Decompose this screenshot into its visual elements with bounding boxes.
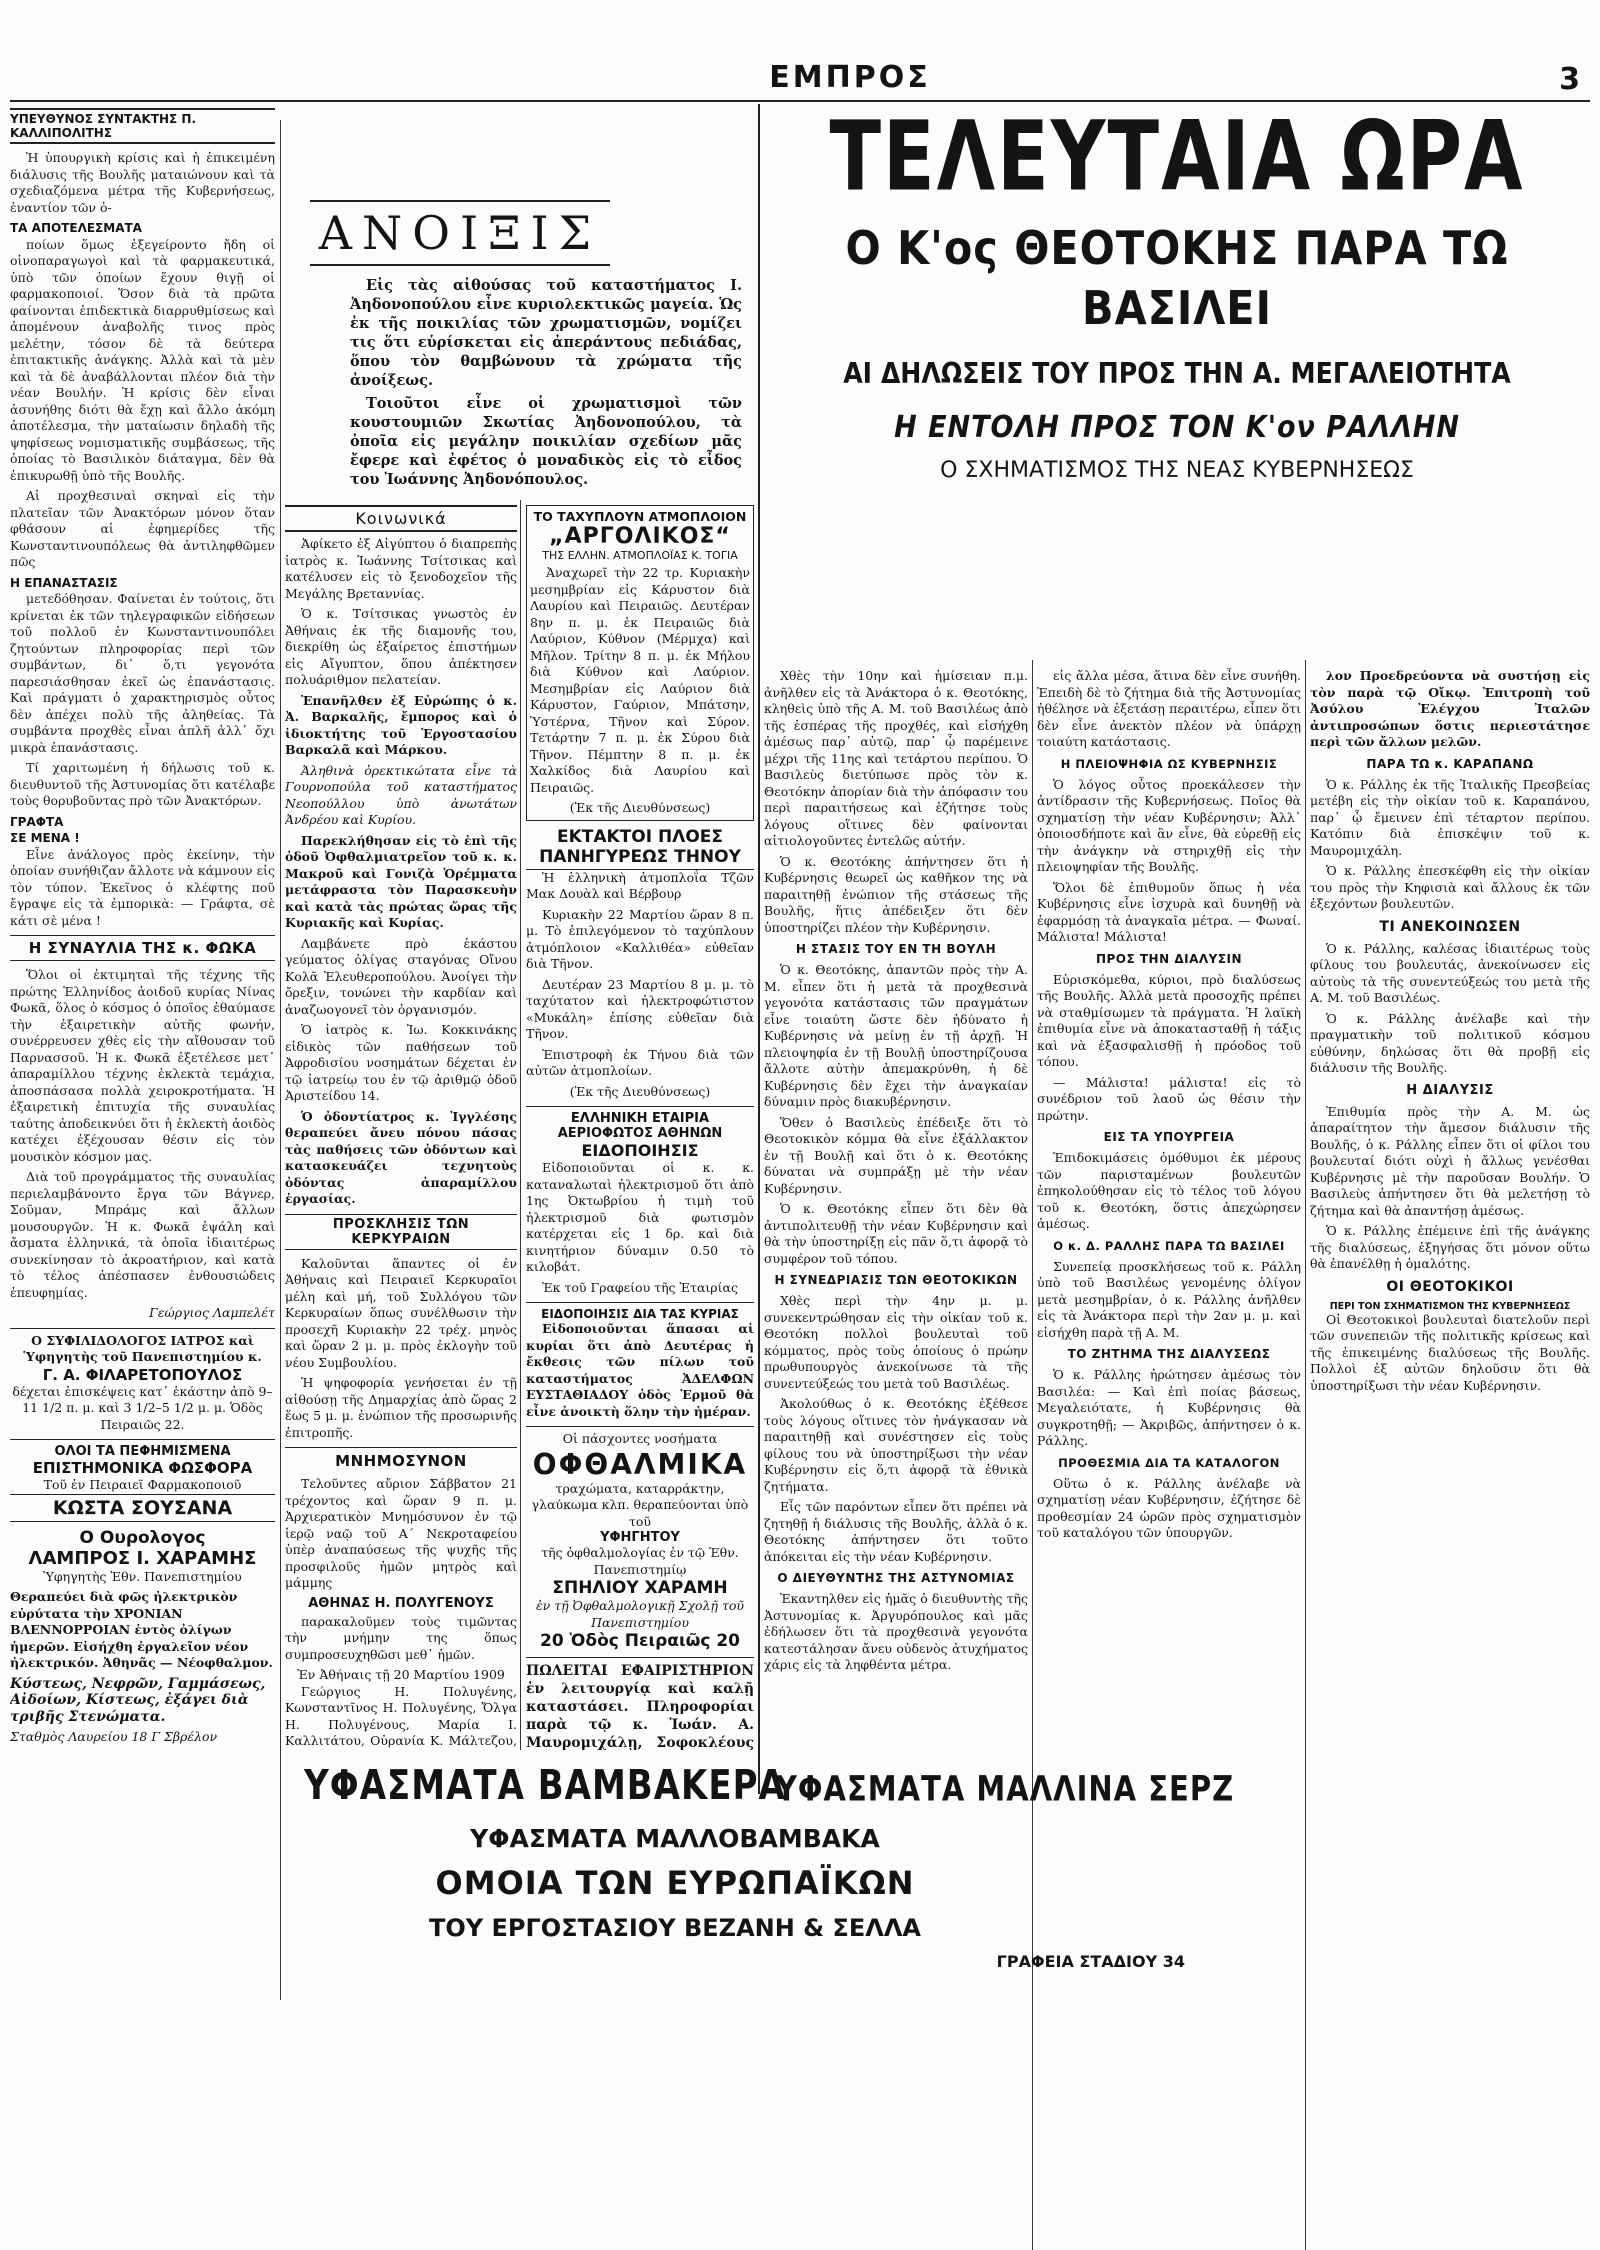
article-paragraph: Εἷς τῶν παρόντων εἶπεν ὅτι πρέπει νὰ ζητηθῇ ἡ διάλυσις τῆς Βουλῆς, ἀλλὰ ὁ κ. Θεοτόκης ἀπήντησεν ὅτι τοῦτο ἀπόκειται εἰς τὴν νέαν Κυβέρνησιν. <box>764 1499 1028 1564</box>
column-divider <box>280 120 281 2000</box>
article-paragraph: Οὕτω ὁ κ. Ράλλης ἀνέλαβε νὰ σχηματίσῃ νέαν Κυβέρνησιν, ἐζήτησε δὲ προθεσμίαν 24 ὡρῶν πρὸς σχηματισμὸν τοῦ καταλόγου τῶν ὑπουργῶν. <box>1037 1475 1301 1540</box>
ad-paragraph: Ἐπιστροφὴ ἐκ Τήνου διὰ τῶν αὐτῶν ἀτμοπλοίων. <box>526 1046 754 1078</box>
ad-text: Τοῦ ἐν Πειραιεῖ Φαρμακοποιοῦ <box>43 1477 242 1492</box>
column-4c <box>1310 668 1590 2248</box>
article-paragraph: Ἀκολούθως ὁ κ. Θεοτόκης ἐξέθεσε τοὺς λόγους οἵτινες τὸν ἠνάγκασαν νὰ παραιτηθῇ καὶ συνέστησεν εἰς τοὺς φίλους του νὰ ὑποστηρίξωσι τὴν νέαν Κυβέρνησιν εἰς ὅ,τι ἀφορᾷ τὰ ἐθνικὰ ζητήματα. <box>764 1396 1028 1494</box>
subheadline: Ο ΣΧΗΜΑΤΙΣΜΟΣ ΤΗΣ ΝΕΑΣ ΚΥΒΕΡΝΗΣΕΩΣ <box>940 458 1414 483</box>
article-paragraph: ποίων ὅμως ἐξεγείροντο ἤδη οἱ οἰνοπαραγωγοὶ καὶ τὰ φαρμακευτικά, ὑπὸ τῶν ὁποίων ἔχουν θιγῇ οἱ φαρμακοποιοί. Ὅσον διὰ τὰ πρῶτα φαίνονται ἐπιδεκτικὰ διαρρυθμίσεως καὶ ἀπομένουν ἀναβολῆς τινος πρὸς μελέτην, τόσον δὲ τὰ δεύτερα ἐπιτακτικῆς ἀνάγκης. Ἀλλὰ καὶ τὰ μὲν καὶ τὰ δὲ ἀναβάλλονται πλέον διὰ τὴν νέαν Βουλήν. Ἡ κρίσις δὲν εἶναι ἀσυνήθης διότι θὰ ἔχῃ καὶ ἄλλο ἀκόμη ἀποτέλεσμα, τὴν ματαίωσιν δηλαδὴ τῆς ψηφίσεως νομισματικῆς συμβάσεως, τῆς ὁποίας τὸ Βασιλικὸν διάταγμα, δὲν θὰ ἐπικυρωθῇ ὑπὸ τῆς Βουλῆς. <box>10 236 275 483</box>
headline: Ο Κ'ος ΘΕΟΤΟΚΗΣ ΠΑΡΑ ΤΩ ΒΑΣΙΛΕΙ <box>845 221 1509 335</box>
ad-paragraph: Τοιοῦτοι εἶνε οἱ χρωματισμοὶ τῶν κουστουμιῶν Σκωτίας Ἀηδονοπούλου, τὰ ὁποῖα εἰς μεγάλην ποικιλίαν σχεδίων μᾶς ἔφερε καὶ ἐφέτος ὁ μοναδικὸς εἰς τὸ εἶδος του Ἰωάννης Ἀηδονόπουλος. <box>350 395 742 488</box>
article-paragraph: Ὅλοι δὲ ἐπιθυμοῦν ὅπως ἡ νέα Κυβέρνησις εἶνε ἰσχυρὰ καὶ δυνηθῇ νὰ ἐφαρμόσῃ τὰ ἀναγκαῖα μέτρα. — Φωναί. Μάλιστα! Μάλιστα! <box>1037 879 1301 944</box>
article-paragraph: Αἱ προχθεσιναὶ σκηναὶ εἰς τὴν πλατεῖαν τῶν Ἀνακτόρων μόνον ὅταν φθάσουν αἱ ἐφημερίδες τῆς Κωνσταντινουπόλεως θὰ ἀντιληφθῶμεν πῶς <box>10 488 275 569</box>
ad-text: Θεραπεύει διὰ φῶς ἠλεκτρικὸν εὐρύτατα τὴν ΧΡΟΝΙΑΝ ΒΛΕΝΝΟΡΡΟΙΑΝ ἐντὸς ὀλίγων ἡμερῶν. Εἰσήχθη ἐργαλεῖον νέον ἠλεκτρικόν. Ἀθηνᾶς — Νέοφθαλμον. <box>10 1589 273 1670</box>
article-paragraph: εἰς ἄλλα μέσα, ἅτινα δὲν εἶνε συνήθη. Ἐπειδὴ δὲ τὸ ζήτημα διὰ τῆς Ἀστυνομίας ἠθέλησε νὰ ἐξετάσῃ περαιτέρω, εἶπεν ὅτι δὲν εἶνε ἀνεκτὸν πλέον νὰ ὑπάρχῃ τοιαύτη κατάστασις. <box>1037 668 1301 749</box>
section-subtitle: ΠΕΡΙ ΤΟΝ ΣΧΗΜΑΤΙΣΜΟΝ ΤΗΣ ΚΥΒΕΡΝΗΣΕΩΣ <box>1329 1300 1571 1312</box>
ad-address: 20 Ὁδὸς Πειραιῶς 20 <box>539 1631 740 1651</box>
ad-paragraph: Εἰς τὰς αἰθούσας τοῦ καταστήματος Ι. Ἀηδονοπούλου εἶνε κυριολεκτικῶς μαγεία. Ὡς ἐκ τῆς ποικιλίας τῶν χρωματισμῶν, νομίζει τις ὅτι εὑρίσκεται εἰς ἀπεράντους πεδιάδας, ὅπου τὸν θαμβώνουν τὰ χρώματα τῆς ἀνοίξεως. <box>350 277 742 389</box>
ad-text: Ὑφηγητὴς Ἐθν. Πανεπιστημίου <box>43 1568 242 1584</box>
ad-paragraph: ΠΩΛΕΙΤΑΙ ΕΦΑΙΡΙΣΤΗΡΙΟΝ ἐν λειτουργίᾳ καὶ καλῇ καταστάσει. Πληροφορίαι παρὰ τῷ κ. Ἰωάν. Α. Μαυρομιχάλῃ, Σοφοκλέους <box>526 1663 754 1750</box>
article-paragraph: Ἡ ὑπουργικὴ κρίσις καὶ ἡ ἐπικειμένη διάλυσις τῆς Βουλῆς ματαιώνουν καὶ τὰ σχεδιαζόμενα μέτρα τῆς Κυβερνήσεως, ἐναντίον τῶν ὁ- <box>10 150 275 215</box>
section-title: Κοινωνικά <box>285 505 517 532</box>
ad-text: τῆς ὀφθαλμολογίας ἐν τῷ Ἐθν. Πανεπιστημίῳ <box>541 1545 739 1577</box>
ad-note: (Ἐκ τῆς Διευθύνσεως) <box>569 800 711 815</box>
obituary-date: Ἐν Ἀθήναις τῇ 20 Μαρτίου 1909 <box>297 1667 505 1682</box>
article-paragraph: Ἀφίκετο ἐξ Αἰγύπτου ὁ διαπρεπὴς ἰατρὸς κ. Ἰωάννης Τσίτσικας καὶ κατέλυσεν εἰς τὸ ξενοδοχεῖον τῆς Μεγάλης Βρεταννίας. <box>285 536 517 601</box>
article-paragraph: Ἐπανῆλθεν ἐξ Εὐρώπης ὁ κ. Ἀ. Βαρκαλῆς, ἔμπορος καὶ ὁ ἰδιοκτήτης τοῦ Ἐργοστασίου Βαρκαλᾶ καὶ Μάρκου. <box>285 692 517 757</box>
article-paragraph: Ὁ κ. Ράλλης, καλέσας ἰδιαιτέρως τοὺς φίλους του βουλευτάς, ἀνεκοίνωσεν εἰς αὐτοὺς τὰ τῆς συνεντεύξεώς του μετὰ τῆς Α. Μ. τοῦ Βασιλέως. <box>1310 940 1590 1005</box>
article-paragraph: Διὰ τοῦ προγράμματος τῆς συναυλίας περιελαμβάνοντο ἔργα τῶν Βάγνερ, Σοῦμαν, Μπράμς καὶ ἄλλων μουσουργῶν. Ἡ κ. Φωκᾶ ἐψάλη καὶ ἄσματα ἑλληνικά, τὰ ὁποῖα ἰδιαιτέρως συνεκίνησαν τὸ ἀκροατήριον, καὶ κατὰ τὸ τέλος ἀπέσπασεν ἐνθουσιώδεις ἐπευφημίας. <box>10 1169 275 1300</box>
ad-text: δέχεται ἐπισκέψεις κατ᾽ ἑκάστην ἀπὸ 9–11 1/2 π. μ. καὶ 3 1/2–5 1/2 μ. μ. Ὁδὸς Πειραιῶς 22. <box>12 1383 273 1432</box>
article-paragraph: Καλοῦνται ἅπαντες οἱ ἐν Ἀθήναις καὶ Πειραιεῖ Κερκυραῖοι μέλη καὶ μή, τοῦ Συλλόγου τῶν Κερκυραίων ὅπως συνέλθωσιν τὴν προσεχῆ Κυριακὴν 22 τρέχ. μηνὸς καὶ ὥραν 2 μ. μ. πρὸς ἐκλογὴν τοῦ νέου Συμβουλίου. <box>285 1255 517 1370</box>
section-title: ΠΑΡΑ ΤΩ κ. ΚΑΡΑΠΑΝΩ <box>1366 756 1534 771</box>
ad-line: ΟΜΟΙΑ ΤΩΝ ΕΥΡΩΠΑΪΚΩΝ <box>435 1864 915 1902</box>
ophthalmology-ad <box>526 1426 754 1651</box>
ad-text: ἐν τῇ Ὀφθαλμολογικῇ Σχολῇ τοῦ Πανεπιστημίου <box>535 1598 745 1630</box>
subheadline: ΑΙ ΔΗΛΩΣΕΙΣ ΤΟΥ ΠΡΟΣ ΤΗΝ Α. ΜΕΓΑΛΕΙΟΤΗΤΑ <box>843 357 1511 390</box>
ad-subtitle: ΤΗΣ ΕΛΛΗΝ. ΑΤΜΟΠΛΟΪΑΣ Κ. ΤΟΓΙΑ <box>542 549 738 562</box>
article-paragraph: Χθὲς τὴν 10ην καὶ ἡμίσειαν π.μ. ἀνῆλθεν εἰς τὰ Ἀνάκτορα ὁ κ. Θεοτόκης, κληθεὶς ὑπὸ τῆς Α. Μ. τοῦ Βασιλέως ἀπὸ τῆς ἑσπέρας τῆς προχθές, καὶ εἰσήχθη ἀμέσως παρ᾽ αὐτῷ, παρ᾽ ᾧ παρέμεινε μέχρι τῆς 11ης καὶ τετάρτου περίπου. Ὁ Βασιλεὺς διετύπωσε πρὸς τὸν κ. Θεοτόκην ἀπορίαν διὰ τὴν ἀπόφασιν του περὶ παραιτήσεως καὶ ἐζήτησε τοὺς λόγους οἵτινες δὲν φαίνονται αἰτιολογοῦντες ἐντελῶς αὐτήν. <box>764 668 1028 848</box>
ad-name: ΛΑΜΠΡΟΣ Ι. ΧΑΡΑΜΗΣ <box>28 1547 257 1569</box>
article-paragraph: Ὁ κ. Θεοτόκης εἶπεν ὅτι δὲν θὰ ἀντιπολιτευθῇ τὴν νέαν Κυβέρνησιν καὶ θὰ τὴν ὑποστηρίξῃ εἰς πᾶν ὅ,τι ἀφορᾷ τὸ συμφέρον τοῦ τόπου. <box>764 1201 1028 1266</box>
column-3 <box>526 505 754 1750</box>
article-paragraph: Οἱ Θεοτοκικοὶ βουλευταὶ διατελοῦν περὶ τῶν συνεπειῶν τῆς πολιτικῆς κρίσεως καὶ τῆς ἐπικειμένης διαλύσεως τῆς Βουλῆς. Πολλοὶ ἐξ αὐτῶν δηλοῦσιν ὅτι θὰ ὑποστηρίξωσι τὴν νέαν Κυβέρνησιν. <box>1310 1311 1590 1393</box>
ad-title <box>725 1768 1285 1809</box>
tinos-ad <box>526 827 754 1101</box>
ad-title-right: ΥΦΑΣΜΑΤΑ ΜΑΛΛΙΝΑ ΣΕΡΖ <box>775 1768 1235 1809</box>
ad-title: ΤΟ ΤΑΧΥΠΛΟΥΝ ΑΤΜΟΠΛΟΙΟΝ <box>533 509 747 524</box>
article-paragraph: Ὁ κ. Ράλλης ἐπεσκέφθη εἰς τὴν οἰκίαν του πρὸς τὴν Κηφισιὰ καὶ ἄλλους ἐκ τῶν ἐξεχόντων βουλευτῶν. <box>1310 863 1590 911</box>
ad-note: (Ἐκ τῆς Διευθύνσεως) <box>569 1083 711 1099</box>
ad-paragraph: Ἀναχωρεῖ τὴν 22 τρ. Κυριακὴν μεσημβρίαν εἰς Κάρυστον διὰ Λαυρίου καὶ Πειραιῶς. Δευτέραν 8ην π. μ. ἐκ Πειραιῶς διὰ Λαύριον, Κύθνον (Μέρμχα) καὶ Μῆλον. Τρίτην 8 π. μ. ἐκ Μήλου διὰ Κύθνον καὶ Λαύριον. Μεσημβρίαν εἰς Λαύριον διὰ Κάρυστον, Γαύριον, Μπάτσην, Ὑστέρνα, Τῆνον καὶ Σύρον. Τετάρτην 7 π. μ. ἐκ Σύρου διὰ Τῆνον. Πέμπτην 8 π. μ. ἐκ Χαλκίδος διὰ Λαυρίου καὶ Πειραιῶς. <box>530 565 750 795</box>
ad-note: Ἐκ τοῦ Γραφείου τῆς Ἑταιρίας <box>542 1279 738 1295</box>
ad-title: ΟΦΘΑΛΜΙΚΑ <box>532 1447 748 1481</box>
article-paragraph: Ὅλοι οἱ ἐκτιμηταὶ τῆς τέχνης τῆς πρώτης Ἑλληνίδος ἀοιδοῦ κυρίας Νίνας Φωκᾶ, ὅλος ὁ κόσμος ὁ ὁποῖος ἐθαύμασε τὴν ἐξαιρετικὴν αὐτῆς φωνήν, συνέρρευσεν χθὲς εἰς τὴν αἴθουσαν τοῦ Παρνασσοῦ. Ἡ κ. Φωκᾶ ἐξετέλεσε μετ᾽ ἀπαραμίλλου τέχνης ἐκλεκτὰ τεμάχια, ἀποσπάσασα πολλὰ χειροκροτήματα. Ἡ ἐξαιρετικὴ ἐπιτυχία τῆς συναυλίας ταύτης ἀποδεικνύει ὅτι ἡ ἐκλεκτὴ ἀοιδὸς κατέχει ἐξέχουσαν θέσιν εἰς τὸν μουσικὸν κόσμον μας. <box>10 967 275 1164</box>
ad-text: Σταθμὸς Λαυρείου 18 Γ Σβρέλον <box>10 1729 218 1744</box>
article-paragraph: Τελοῦντες αὔριον Σάββατον 21 τρέχοντος καὶ ὥραν 9 π. μ. Ἀρχιερατικὸν Μνημόσυνον ἐν τῷ ἱερῷ ναῷ τοῦ Α΄ Νεκροταφείου ὑπὲρ ἀναπαύσεως τῆς ψυχῆς τῆς προσφιλοῦς ἡμῶν μητρὸς καὶ μάμμης <box>285 1476 517 1590</box>
article-paragraph: παρακαλοῦμεν τοὺς τιμῶντας τὴν μνήμην της ὅπως συμπροσευχηθῶσι μεθ᾽ ἡμῶν. <box>285 1613 517 1662</box>
ad-name: ΣΠΗΛΙΟΥ ΧΑΡΑΜΗ <box>552 1578 728 1598</box>
ad-text: τραχώματα, καταρράκτην, γλαύκωμα κλπ. θεραπεύονται ὑπὸ τοῦ <box>531 1480 749 1529</box>
sale-ad <box>526 1657 754 1750</box>
article-paragraph: λον Προεδρεύοντα νὰ συστήσῃ εἰς τὸν παρὰ τῷ Οἴκῳ. Ἐπιτροπὴ τοῦ Ἀσύλου Ἐλέγχου Ἰταλῶν ἀντιπροσώπων ὅστις περιεστάτησε περὶ τῶν ἄλλων μελῶν. <box>1310 668 1590 749</box>
ad-name: ΚΩΣΤΑ ΣΟΥΣΑΝΑ <box>10 1494 275 1522</box>
side-heading: Η ΕΠΑΝΑΣΤΑΣΙΣ <box>10 575 118 590</box>
article-paragraph: Ὁ ὀδοντίατρος κ. Ἰγγλέσης θεραπεύει ἄνευ πόνου πάσας τὰς παθήσεις τῶν ὀδόντων καὶ κατασκευάζει τεχνητοὺς ὀδόντας ἀπαραμίλλου ἐργασίας. <box>285 1108 517 1206</box>
ad-text: Κύστεως, Νεφρῶν, Γαμμάσεως, Αἰδοίων, Κίστεως, ἐξάγει διὰ τριβῆς Στενώματα. <box>10 1675 266 1725</box>
article-paragraph: Ὁ κ. Ράλλης ἐκ τῆς Ἰταλικῆς Πρεσβείας μετέβη εἰς τὴν οἰκίαν τοῦ κ. Καραπάνου, παρ᾽ ᾧ ἔμεινεν ἐπὶ τέταρτον περίπου. Κατόπιν διὰ ἐπισκέψιν τοῦ κ. Μαυρομιχάλη. <box>1310 776 1590 858</box>
hats-ad <box>526 1302 754 1420</box>
article-paragraph: Ἐπιθυμία πρὸς τὴν Α. Μ. ὡς ἀπαραίτητον τὴν ἄμεσον διάλυσιν τῆς Βουλῆς, ὁ κ. Ράλλης εἶπεν ὅτι οἱ φίλοι του βουλευταί διότι οὐχὶ ἡ ἄλλως γενέσθαι Κυβέρνησις μὲ τὴν παροῦσαν Βουλήν. Ὁ Βασιλεὺς ἀπήντησεν ὅτι θὰ μελετήσῃ τὸ ζήτημα καὶ θὰ ἀπαντήσῃ ἀμέσως. <box>1310 1103 1590 1218</box>
ad-paragraph: Εἰδοποιοῦνται ἅπασαι αἱ κυρίαι ὅτι ἀπὸ Δευτέρας ἡ ἔκθεσις τῶν πίλων τοῦ καταστήματος ἈΔΕΛΦΩΝ ΕΥΣΤΑΘΙΑΔΟΥ ὁδὸς Ἑρμοῦ θὰ εἶνε ἀνοικτὴ ὅλην τὴν ἡμέραν. <box>526 1321 754 1419</box>
ad-paragraph: Ἡ ἑλληνικὴ ἀτμοπλοΐα Τζῶν Μακ Δουὰλ καὶ Βέρβουρ <box>526 869 754 901</box>
ship-ad <box>526 505 754 821</box>
ad-title: ΕΙΔΟΠΟΙΗΣΙΣ ΔΙΑ ΤΑΣ ΚΥΡΙΑΣ <box>541 1307 739 1321</box>
section-title: Η ΠΛΕΙΟΨΗΦΙΑ ΩΣ ΚΥΒΕΡΝΗΣΙΣ <box>1060 756 1278 771</box>
section-title: Ο κ. Δ. ΡΑΛΛΗΣ ΠΑΡΑ ΤΩ ΒΑΣΙΛΕΙ <box>1053 1238 1285 1253</box>
section-title: Η ΣΥΝΕΔΡΙΑΣΙΣ ΤΩΝ ΘΕΟΤΟΚΙΚΩΝ <box>774 1273 1018 1287</box>
article-paragraph: Ὁ κ. Τσίτσικας γνωστὸς ἐν Ἀθήναις ἐκ τῆς διαμονῆς του, διεκρίθη ὡς ἐξαίρετος ἐπιστήμων εἰς Αἴγυπτον, ὅπου ἀπέκτησεν πολυάριθμον πελατείαν. <box>285 606 517 687</box>
article-paragraph: μετεδόθησαν. Φαίνεται ἐν τούτοις, ὅτι κρίνεται ἐκ τῶν τηλεγραφικῶν εἰδήσεων τοῦ πολλοῦ ἐν Κωνσταντινουπόλει ζητούντων πληροφορίας περὶ τῶν συμβάντων, δι᾽ ὅ,τι γεγονότα παρεσιάσθησαν ἐκεῖ ὡς ἐπανάστασις. Καὶ πράγματι ὁ χαρακτηρισμὸς οὗτος δὲν ἀπέχει πολὺ τῆς ἀληθείας. Τὰ συμβάντα προχθὲς εἶναι ἁπλῆ ἀλλ᾽ ὄχι μικρὰ ἐπανάστασις. <box>10 591 275 755</box>
ad-text: ΕΠΙΣΤΗΜΟΝΙΚΑ ΦΩΣΦΟΡΑ <box>32 1459 253 1477</box>
column-divider <box>1305 660 1306 2250</box>
article-paragraph: Χθὲς περὶ τὴν 4ην μ. μ. συνεκεντρώθησαν εἰς τὴν οἰκίαν τοῦ κ. Θεοτόκη πολλοὶ βουλευταὶ τοῦ κόμματος, πρὸς τοὺς ὁποίους ὁ πρώην πρωθυπουργὸς ἀνεκοίνωσε τὰ τῆς συνεντεύξεώς του μετὰ τοῦ Βασιλέως. <box>764 1293 1028 1391</box>
article-paragraph: Τί χαριτωμένη ἡ δήλωσις τοῦ κ. διευθυντοῦ τῆς Ἀστυνομίας ὅτι κατέλαβε τοὺς θορυβοῦντας πρὸ τῶν Ἀνακτόρων. <box>10 760 275 808</box>
article-paragraph: — Μάλιστα! μάλιστα! εἰς τὸ συνέδριον τοῦ λαοῦ ὡς θέσιν τὴν πρώτην. <box>1037 1074 1301 1123</box>
side-heading: ΤΑ ΑΠΟΤΕΛΕΣΜΑΤΑ <box>10 221 142 235</box>
ad-urologist <box>10 1528 275 1746</box>
column-4a <box>764 668 1028 1798</box>
editor-credit: ΥΠΕΥΘΥΝΟΣ ΣΥΝΤΑΚΤΗΣ Π. ΚΑΛΛΙΠΟΛΙΤΗΣ <box>10 108 275 144</box>
article-paragraph: Ἡ ψηφοφορία γενήσεται ἐν τῇ αἰθούσῃ τῆς Δημαρχίας ἀπὸ ὥρας 2 ἕως 5 μ. μ. ἐνώπιον τῆς προσωρινῆς ἐπιτροπῆς. <box>285 1375 517 1440</box>
section-title: Η ΣΤΑΣΙΣ ΤΟΥ ΕΝ ΤΗ ΒΟΥΛΗ <box>795 942 997 956</box>
column-4b <box>1037 668 1301 1798</box>
breaking-news-header <box>764 108 1590 668</box>
ad-doctor <box>10 1328 275 1434</box>
ad-title: ΕΛΛΗΝΙΚΗ ΕΤΑΙΡΙΑ <box>570 1111 710 1126</box>
side-heading: ΣΕ ΜΕΝΑ ! <box>10 831 80 845</box>
article-paragraph: Ὁ κ. Θεοτόκης, ἀπαντῶν πρὸς τὴν Α. Μ. εἶπεν ὅτι ἡ μετὰ τὰ προχθεσινὰ γεγονότα κατάστασις τῶν πραγμάτων εἶνε τοιαύτη ὥστε δὲν ἠδύνατο ἡ Κυβέρνησις νὰ μείνῃ ἐν τῇ ἀρχῇ. Ἡ πλειοψηφία ἐν τῇ Βουλῇ ὑποστηρίζουσα ἄλλοτε αὐτὴν ἀπεμακρύνθη, ἡ δὲ Κυβέρνησις δὲν ἔχει τὴν ἀναγκαίαν δύναμιν πρὸς διακυβέρνησιν. <box>764 962 1028 1109</box>
ad-text: Ο Ουρολογος <box>79 1527 206 1548</box>
ad-text: Ο ΣΥΦΙΛΙΔΟΛΟΓΟΣ ΙΑΤΡΟΣ καὶ Ὑφηγητὴς τοῦ Πανεπιστημίου κ. <box>23 1332 262 1364</box>
section-title: Η ΣΥΝΑΥΛΙΑ ΤΗΣ κ. ΦΩΚΑ <box>10 935 275 961</box>
ad-title: ΠΑΝΗΓΥΡΕΩΣ ΤΗΝΟΥ <box>526 847 754 870</box>
ad-paragraph: Εἰδοποιοῦνται οἱ κ. κ. καταναλωταὶ ἠλεκτρισμοῦ ὅτι ἀπὸ 1ης Ὀκτωβρίου ἡ τιμὴ τοῦ ἠλεκτρισμοῦ διὰ φωτισμὸν κατέρχεται εἰς 1 δρ. καὶ διὰ κινητήριον δύναμιν 0.50 τὸ κιλοβάτ. <box>526 1160 754 1274</box>
article-paragraph: Παρεκλήθησαν εἰς τὸ ἐπὶ τῆς ὁδοῦ Ὀφθαλμιατρεῖον τοῦ κ. κ. Μακροῦ καὶ Γονιζὰ Ὁρέμματα μετάφραστα τὸν Παρασκευὴν καὶ κατὰ τὰς πρώτας ὥρας τῆς Κυριακῆς καὶ Κυρίας. <box>285 832 517 930</box>
ad-phosphora <box>10 1439 275 1522</box>
article-paragraph: Ὅθεν ὁ Βασιλεὺς ἐπέδειξε ὅτι τὸ Θεοτοκικὸν κόμμα θὰ εἶνε ἐξάλλακτον ἐν τῇ Βουλῇ καὶ ὅτι ὁ κ. Θεοτόκης δύναται νὰ συμπράξῃ μὲ τὴν νέαν Κυβέρνησιν. <box>764 1114 1028 1196</box>
ad-address: ΓΡΑΦΕΙΑ ΣΤΑΔΙΟΥ 34 <box>996 1952 1185 1971</box>
column-1 <box>10 108 275 1978</box>
ad-paragraph: Κυριακὴν 22 Μαρτίου ὥραν 8 π. μ. Τὸ ἐπιλεγόμενον τὸ ταχύπλουν ἀτμόπλοιον «Καλλιθέα» εὐθεῖαν διὰ Τῆνον. <box>526 906 754 971</box>
section-title: Η ΔΙΑΛΥΣΙΣ <box>1406 1082 1494 1098</box>
anoixis-ad <box>290 200 752 500</box>
ad-text: ΟΛΟΙ ΤΑ ΠΕΦΗΜΙΣΜΕΝΑ <box>54 1444 231 1459</box>
article-paragraph: Ὁ κ. Θεοτόκης ἀπήντησεν ὅτι ἡ Κυβέρνησις θεωρεῖ ὡς καθῆκον της νὰ παραιτηθῇ ἐνώπιον τῆς στάσεως τῆς Βουλῆς, ἥτις ἀπέδειξεν ὅτι δὲν ὑποστηρίζει πλέον τὴν Κυβέρνησιν. <box>764 853 1028 935</box>
page-number: 3 <box>1559 62 1580 97</box>
article-paragraph: Εὑρισκόμεθα, κύριοι, πρὸ διαλύσεως τῆς Βουλῆς. Ἀλλὰ μετὰ προσοχῆς πρέπει νὰ σταθμίσωμεν τὰ πράγματα. Ἡ λαϊκὴ ἐπιθυμία εἶνε νὰ ἀποκατασταθῇ ἡ τάξις καὶ νὰ ἐξασφαλισθῇ ἡ πρόοδος τοῦ τόπου. <box>1037 971 1301 1069</box>
ad-line: ΤΟΥ ΕΡΓΟΣΤΑΣΙΟΥ ΒΕΖΑΝΗ & ΣΕΛΛΑ <box>429 1914 921 1942</box>
ad-title: ΑΝΟΙΞΙΣ <box>310 200 610 266</box>
gas-company-ad <box>526 1106 754 1296</box>
ad-title: ΕΙΔΟΠΟΙΗΣΙΣ <box>581 1141 699 1160</box>
subheadline: Η ΕΝΤΟΛΗ ΠΡΟΣ ΤΟΝ Κ'ον ΡΑΛΛΗΝ <box>894 410 1460 445</box>
article-paragraph: Ἐκαντηλθεν εἰς ἡμᾶς ὁ διευθυντὴς τῆς Ἀστυνομίας κ. Ἀργυρόπουλος καὶ μᾶς ἐδήλωσεν ὅτι τὰ προχθεσινὰ γεγονότα κατεστάλησαν ἄνευ οὐδενὸς ἀτυχήματος χάρις εἰς τὰ ληφθέντα μέτρα. <box>764 1591 1028 1672</box>
ad-title: ΕΚΤΑΚΤΟΙ ΠΛΟΕΣ <box>556 826 724 847</box>
ad-title: ΑΕΡΙΟΦΩΤΟΣ ΑΘΗΝΩΝ <box>557 1126 723 1141</box>
ad-paragraph: Δευτέραν 23 Μαρτίου 8 μ. μ. τὸ ταχύτατον καὶ ἠλεκτροφώτιστον «Μυκάλη» ἐπίσης εὐθεῖαν διὰ Τῆνον. <box>526 976 754 1041</box>
article-paragraph: Ὁ ἰατρὸς κ. Ἰω. Κοκκινάκης εἰδικὸς τῶν παθήσεων τοῦ Ἀφροδισίου νοσημάτων δέχεται ἐν τῷ ἰατρείῳ του ἐν τῷ ἀριθμῷ ὁδοῦ Ἀριστείδου 14. <box>285 1022 517 1103</box>
main-headline: ΤΕΛΕΥΤΑΙΑ ΩΡΑ <box>829 108 1525 213</box>
article-paragraph: Εἶνε ἀνάλογος πρὸς ἐκείνην, τὴν ὁποίαν συνήθιζαν ἄλλοτε νὰ κάμνουν εἰς τὸν τύπον. Ἐκεῖνος ὁ κλέφτης ποῦ ἔγραψε εἰς τὰ ἐμπορικὰ: — Γράφτα, σὲ κάτι σὲ μένα ! <box>10 846 275 928</box>
section-title: ΕΙΣ ΤΑ ΥΠΟΥΡΓΕΙΑ <box>1103 1130 1235 1144</box>
column-2 <box>285 505 517 1750</box>
ad-line: ΥΦΑΣΜΑΤΑ ΜΑΛΛΟΒΑΜΒΑΚΑ <box>470 1824 880 1853</box>
article-paragraph: Ἀληθινὰ ὀρεκτικώτατα εἶνε τὰ Γουρνοπούλα τοῦ καταστήματος Νεοπούλλου ὑπὸ ἀνωτάτων Ἀνδρέου καὶ Κυρίου. <box>285 762 517 827</box>
section-title: ΟΙ ΘΕΟΤΟΚΙΚΟΙ <box>1386 1278 1514 1295</box>
section-title: ΠΡΟΘΕΣΜΙΑ ΔΙΑ ΤΑ ΚΑΤΑΛΟΓΟΝ <box>1058 1455 1280 1470</box>
section-title: ΠΡΟΣΚΛΗΣΙΣ ΤΩΝ ΚΕΡΚΥΡΑΙΩΝ <box>285 1214 517 1250</box>
ad-text: Οἱ πάσχοντες νοσήματα <box>562 1431 718 1446</box>
ad-title-left: ΥΦΑΣΜΑΤΑ ΒΑΜΒΑΚΕΡΑ <box>304 1762 786 1810</box>
article-paragraph: Ὁ κ. Ράλλης ἀνέλαβε καὶ τὴν πραγματικὴν τοῦ πολιτικοῦ κόσμου εὐθύνην, δηλώσας ὅτι θὰ προβῇ εἰς διάλυσιν τῆς Βουλῆς. <box>1310 1010 1590 1075</box>
signature: Γεώργιος Λαμπελέτ <box>149 1305 275 1320</box>
masthead-title: ΕΜΠΡΟΣ <box>769 60 931 95</box>
article-paragraph: Ἐπιδοκιμάσεις ὁμόθυμοι ἐκ μέρους τῶν παρισταμένων βουλευτῶν ἐπηκολούθησαν εἰς τὸ τέλος τοῦ λόγου τοῦ κ. Θεοτόκη, ὅστις ἀπεχώρησεν ἀμέσως. <box>1037 1150 1301 1231</box>
section-title: ΠΡΟΣ ΤΗΝ ΔΙΑΛΥΣΙΝ <box>1095 951 1243 966</box>
top-rule <box>10 100 1590 102</box>
section-title: ΤΟ ΖΗΤΗΜΑ ΤΗΣ ΔΙΑΛΥΣΕΩΣ <box>1067 1347 1271 1361</box>
article-paragraph: Ὁ λόγος οὗτος προεκάλεσεν τὴν ἀντίδρασιν τῆς Κυβερνήσεως. Ποῖος θὰ σχηματίσῃ τὴν νέαν Κυβέρνησιν; Ἀλλ᾽ ὁποιοσδήποτε καὶ ἂν εἶνε, θὰ εὑρεθῇ εἰς τὴν ἀνάγκην νὰ στηριχθῇ εἰς τὴν πλειοψηφίαν τῆς Βουλῆς. <box>1037 776 1301 874</box>
side-heading: ΓΡΑΦΤΑ <box>10 814 64 829</box>
section-title: Ο ΔΙΕΥΘΥΝΤΗΣ ΤΗΣ ΑΣΤΥΝΟΜΙΑΣ <box>777 1571 1015 1585</box>
article-paragraph: Ὁ κ. Ράλλης ἠρώτησεν ἀμέσως τὸν Βασιλέα: — Καὶ ἐπὶ ποίας βάσεως, Μεγαλειότατε, ἡ Κυβέρνησις θὰ συγκροτηθῇ; — Ἀκριβῶς, ἀπήντησεν ὁ κ. Ράλλης. <box>1037 1367 1301 1448</box>
column-divider <box>758 104 760 1794</box>
ad-name: Γ. Α. ΦΙΛΑΡΕΤΟΠΟΥΛΟΣ <box>42 1365 243 1384</box>
article-paragraph: Συνεπείᾳ προσκλήσεως τοῦ κ. Ράλλη ὑπὸ τοῦ Βασιλέως γενομένης ὀλίγον μετὰ μεσημβρίαν, ὁ κ. Ράλλης ἀνῆλθεν εἰς τὰ Ἀνάκτορα περὶ τὴν 2αν μ. μ. καὶ εἰσήχθη παρὰ τῇ Α. Μ. <box>1037 1258 1301 1340</box>
textiles-ad <box>285 1762 1300 2012</box>
article-paragraph: Λαμβάνετε πρὸ ἑκάστου γεύματος ὀλίγας σταγόνας Οἴνου Κολᾶ Ἐλευθεροπούλου. Ἀνοίγει τὴν ὄρεξιν, τονώνει τὴν καρδίαν καὶ ἀναζωογονεῖ τὸν ὀργανισμόν. <box>285 935 517 1017</box>
column-divider <box>520 500 521 1750</box>
article-paragraph: Ὁ κ. Ράλλης ἐπέμεινε ἐπὶ τῆς ἀνάγκης τῆς διαλύσεως, ἐξηγήσας ὅτι μόνον οὕτω θὰ ἐπανέλθῃ ἡ ὁμαλότης. <box>1310 1223 1590 1271</box>
section-title: ΜΝΗΜΟΣΥΝΟΝ <box>285 1447 517 1470</box>
article-paragraph: Γεώργιος Η. Πολυγένης, Κωνσταντῖνος Η. Πολυγένης, Ὄλγα Η. Πολυγένους, Μαρία Ι. Καλλιτάτου, Οὐρανία Κ. Μάλτεζου, <box>285 1683 517 1748</box>
ad-title: „ΑΡΓΟΛΙΚΟΣ“ <box>549 524 731 549</box>
deceased-name: ΑΘΗΝΑΣ Η. ΠΟΛΥΓΕΝΟΥΣ <box>308 1595 494 1611</box>
section-title: ΤΙ ΑΝΕΚΟΙΝΩΣΕΝ <box>1379 918 1521 935</box>
ad-text: ΥΦΗΓΗΤΟΥ <box>600 1530 680 1545</box>
